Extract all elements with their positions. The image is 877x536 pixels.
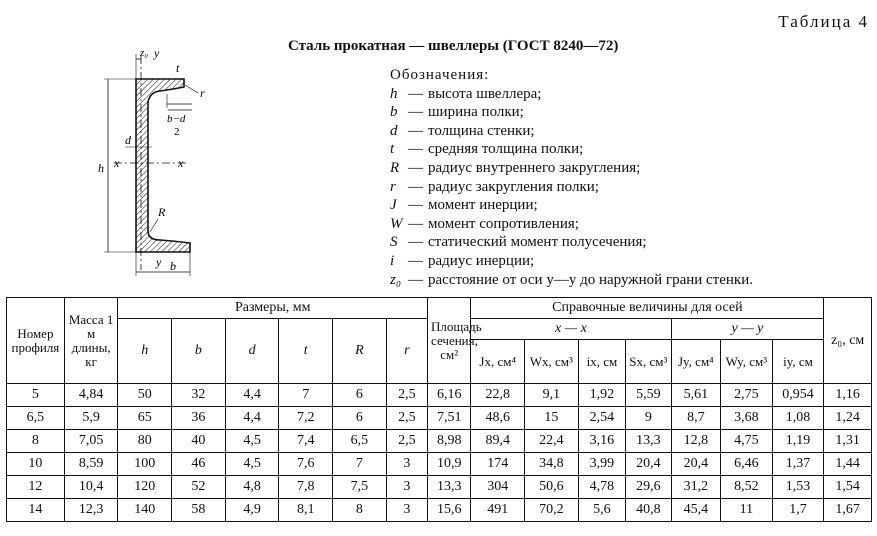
table-cell: 7 [279,384,333,407]
label-R: R [158,205,166,219]
header-dim-r: r [386,319,427,384]
header-dim-b: b [172,319,226,384]
table-cell: 6,5 [333,430,387,453]
table-cell: 7,4 [279,430,333,453]
legend-item: W — момент сопротивления; [390,215,579,232]
legend-item: b — ширина полки; [390,104,524,121]
label-d: d [125,133,131,147]
header-dimensions: Размеры, мм [118,298,428,319]
table-cell: 6 [333,407,387,430]
table-cell: 174 [471,453,525,476]
table-cell: 8,59 [64,453,118,476]
table-cell: 70,2 [525,499,579,522]
table-cell: 7,2 [279,407,333,430]
table-cell: 1,54 [824,476,872,499]
table-cell: 12,3 [64,499,118,522]
table-cell: 15 [525,407,579,430]
table-cell: 7,6 [279,453,333,476]
table-cell: 40,8 [626,499,671,522]
header-dim-R: R [333,319,387,384]
table-cell: 4,75 [721,430,773,453]
table-cell: 3 [386,453,427,476]
legend-symbol: t [390,141,395,158]
table-cell: 11 [721,499,773,522]
table-cell: 1,37 [772,453,824,476]
legend-heading: Обозначения: [390,67,490,83]
table-cell: 40 [172,430,226,453]
table-cell: 9 [626,407,671,430]
table-cell: 22,8 [471,384,525,407]
table-cell: 1,67 [824,499,872,522]
table-cell: 3 [386,476,427,499]
header-mass: Масса 1 м длины, кг [64,298,118,384]
table-cell: 8 [7,430,65,453]
table-cell: 7,5 [333,476,387,499]
legend-text: толщина стенки; [428,122,535,139]
header-Jy: Jy, см⁴ [671,340,721,384]
table-cell: 50 [118,384,172,407]
table-cell: 65 [118,407,172,430]
legend-symbol: d [390,122,398,139]
legend-text: высота швеллера; [428,85,542,102]
label-x-right: x [178,156,184,170]
table-row [7,453,872,476]
header-iy: iy, см [772,340,824,384]
header-area: Площадь сечения, см² [428,298,471,384]
table-cell: 13,3 [428,476,471,499]
label-t: t [176,61,180,75]
header-axis-yy: y — y [671,319,824,340]
table-row [7,430,872,453]
table-cell: 45,4 [671,499,721,522]
table-cell: 5,61 [671,384,721,407]
table-cell: 4,78 [578,476,625,499]
table-cell: 6,5 [7,407,65,430]
table-cell: 8,98 [428,430,471,453]
header-Wx: Wx, см³ [525,340,579,384]
table-cell: 4,8 [225,476,279,499]
label-b: b [170,259,176,273]
table-cell: 50,6 [525,476,579,499]
table-cell: 1,24 [824,407,872,430]
table-cell: 3,99 [578,453,625,476]
legend-text: ширина полки; [428,104,524,121]
table-cell: 46 [172,453,226,476]
legend-text: радиус закругления полки; [428,178,599,195]
table-cell: 4,4 [225,384,279,407]
legend [390,66,753,289]
legend-item: R — радиус внутреннего закругления; [390,159,641,176]
table-cell: 2,75 [721,384,773,407]
label-b-minus-d: b−d [167,113,186,125]
table-cell: 2,5 [386,407,427,430]
table-cell: 22,4 [525,430,579,453]
legend-text: расстояние от оси y—y до наружной грани стенки. [428,271,753,288]
table-cell: 34,8 [525,453,579,476]
legend-symbol: z₀ [390,271,402,288]
table-cell: 5,6 [578,499,625,522]
table-cell: 1,7 [772,499,824,522]
table-cell: 1,08 [772,407,824,430]
table-cell: 4,5 [225,430,279,453]
legend-item: z₀ — расстояние от оси y—y до наружной грани стенки. [390,271,753,288]
table-number: Таблица 4 [778,12,869,31]
table-cell: 80 [118,430,172,453]
header-Sx: Sx, см³ [626,340,671,384]
header-dim-t: t [279,319,333,384]
legend-symbol: J [390,197,397,214]
header-Wy: Wy, см³ [721,340,773,384]
table-cell: 6,16 [428,384,471,407]
table-cell: 89,4 [471,430,525,453]
header-axis-xx: x — x [471,319,671,340]
legend-symbol: b [390,104,398,121]
table-row [7,499,872,522]
header-z0: z₀, см [824,298,872,384]
table-cell: 1,19 [772,430,824,453]
table-cell: 10,9 [428,453,471,476]
table-cell: 5,59 [626,384,671,407]
legend-text: момент инерции; [428,197,538,214]
table-cell: 20,4 [671,453,721,476]
table-cell: 5,9 [64,407,118,430]
legend-text: статический момент полусечения; [428,234,647,251]
legend-symbol: R [390,159,400,176]
table-cell: 29,6 [626,476,671,499]
table-cell: 1,31 [824,430,872,453]
legend-item: h — высота швеллера; [390,85,542,102]
table-cell: 14 [7,499,65,522]
table-cell: 48,6 [471,407,525,430]
table-cell: 12 [7,476,65,499]
legend-text: момент сопротивления; [428,215,579,232]
legend-symbol: h [390,85,398,102]
table-cell: 4,84 [64,384,118,407]
table-cell: 7,8 [279,476,333,499]
header-Jx: Jx, см⁴ [471,340,525,384]
legend-symbol: r [390,178,396,195]
table-cell: 8,7 [671,407,721,430]
table-cell: 6,46 [721,453,773,476]
legend-symbol: i [390,252,395,269]
legend-item: r — радиус закругления полки; [390,178,599,195]
header-ix: ix, см [578,340,625,384]
table-cell: 3,68 [721,407,773,430]
channel-table [6,297,872,522]
table-cell: 58 [172,499,226,522]
table-cell: 1,16 [824,384,872,407]
table-cell: 10 [7,453,65,476]
legend-item: S — статический момент полусечения; [390,234,647,251]
table-cell: 13,3 [626,430,671,453]
table-cell: 3 [386,499,427,522]
header-dim-d: d [225,319,279,384]
header-profile: Номер профиля [7,298,65,384]
table-cell: 304 [471,476,525,499]
table-cell: 100 [118,453,172,476]
table-cell: 8,1 [279,499,333,522]
table-cell: 1,53 [772,476,824,499]
table-cell: 120 [118,476,172,499]
table-cell: 1,44 [824,453,872,476]
page-title: Сталь прокатная — швеллеры (ГОСТ 8240—72) [288,38,619,54]
table-cell: 2,5 [386,384,427,407]
table-cell: 7 [333,453,387,476]
table-row [7,407,872,430]
table-cell: 32 [172,384,226,407]
table-cell: 8,52 [721,476,773,499]
table-cell: 1,92 [578,384,625,407]
table-cell: 4,9 [225,499,279,522]
header-reference: Справочные величины для осей [471,298,824,319]
legend-text: средняя толщина полки; [428,141,584,158]
table-cell: 9,1 [525,384,579,407]
label-y-bottom: y [156,255,162,269]
table-cell: 3,16 [578,430,625,453]
legend-item: i — радиус инерции; [390,252,535,269]
table-cell: 20,4 [626,453,671,476]
table-row [7,476,872,499]
table-cell: 12,8 [671,430,721,453]
table-cell: 15,6 [428,499,471,522]
table-cell: 31,2 [671,476,721,499]
table-cell: 2,54 [578,407,625,430]
table-row [7,384,872,407]
table-cell: 0,954 [772,384,824,407]
table-cell: 52 [172,476,226,499]
table-cell: 491 [471,499,525,522]
table-cell: 8 [333,499,387,522]
table-cell: 36 [172,407,226,430]
legend-item: J — момент инерции; [390,197,538,214]
table-cell: 5 [7,384,65,407]
legend-text: радиус инерции; [428,252,535,269]
label-z0: z₀ [140,47,149,59]
legend-text: радиус внутреннего закругления; [428,159,641,176]
label-x-left: x [114,156,120,170]
table-cell: 7,05 [64,430,118,453]
legend-item: d — толщина стенки; [390,122,535,139]
table-cell: 140 [118,499,172,522]
legend-symbol: S [390,234,398,251]
header-dim-h: h [118,319,172,384]
channel-section-diagram [92,44,222,280]
legend-item: t — средняя толщина полки; [390,141,584,158]
legend-symbol: W [390,215,403,232]
table-cell: 4,4 [225,407,279,430]
table-cell: 4,5 [225,453,279,476]
label-r: r [200,86,205,100]
label-two: 2 [174,126,180,138]
label-y-top: y [154,46,160,60]
table-cell: 10,4 [64,476,118,499]
table-cell: 2,5 [386,430,427,453]
table-cell: 7,51 [428,407,471,430]
table-cell: 6 [333,384,387,407]
label-h: h [98,161,104,175]
